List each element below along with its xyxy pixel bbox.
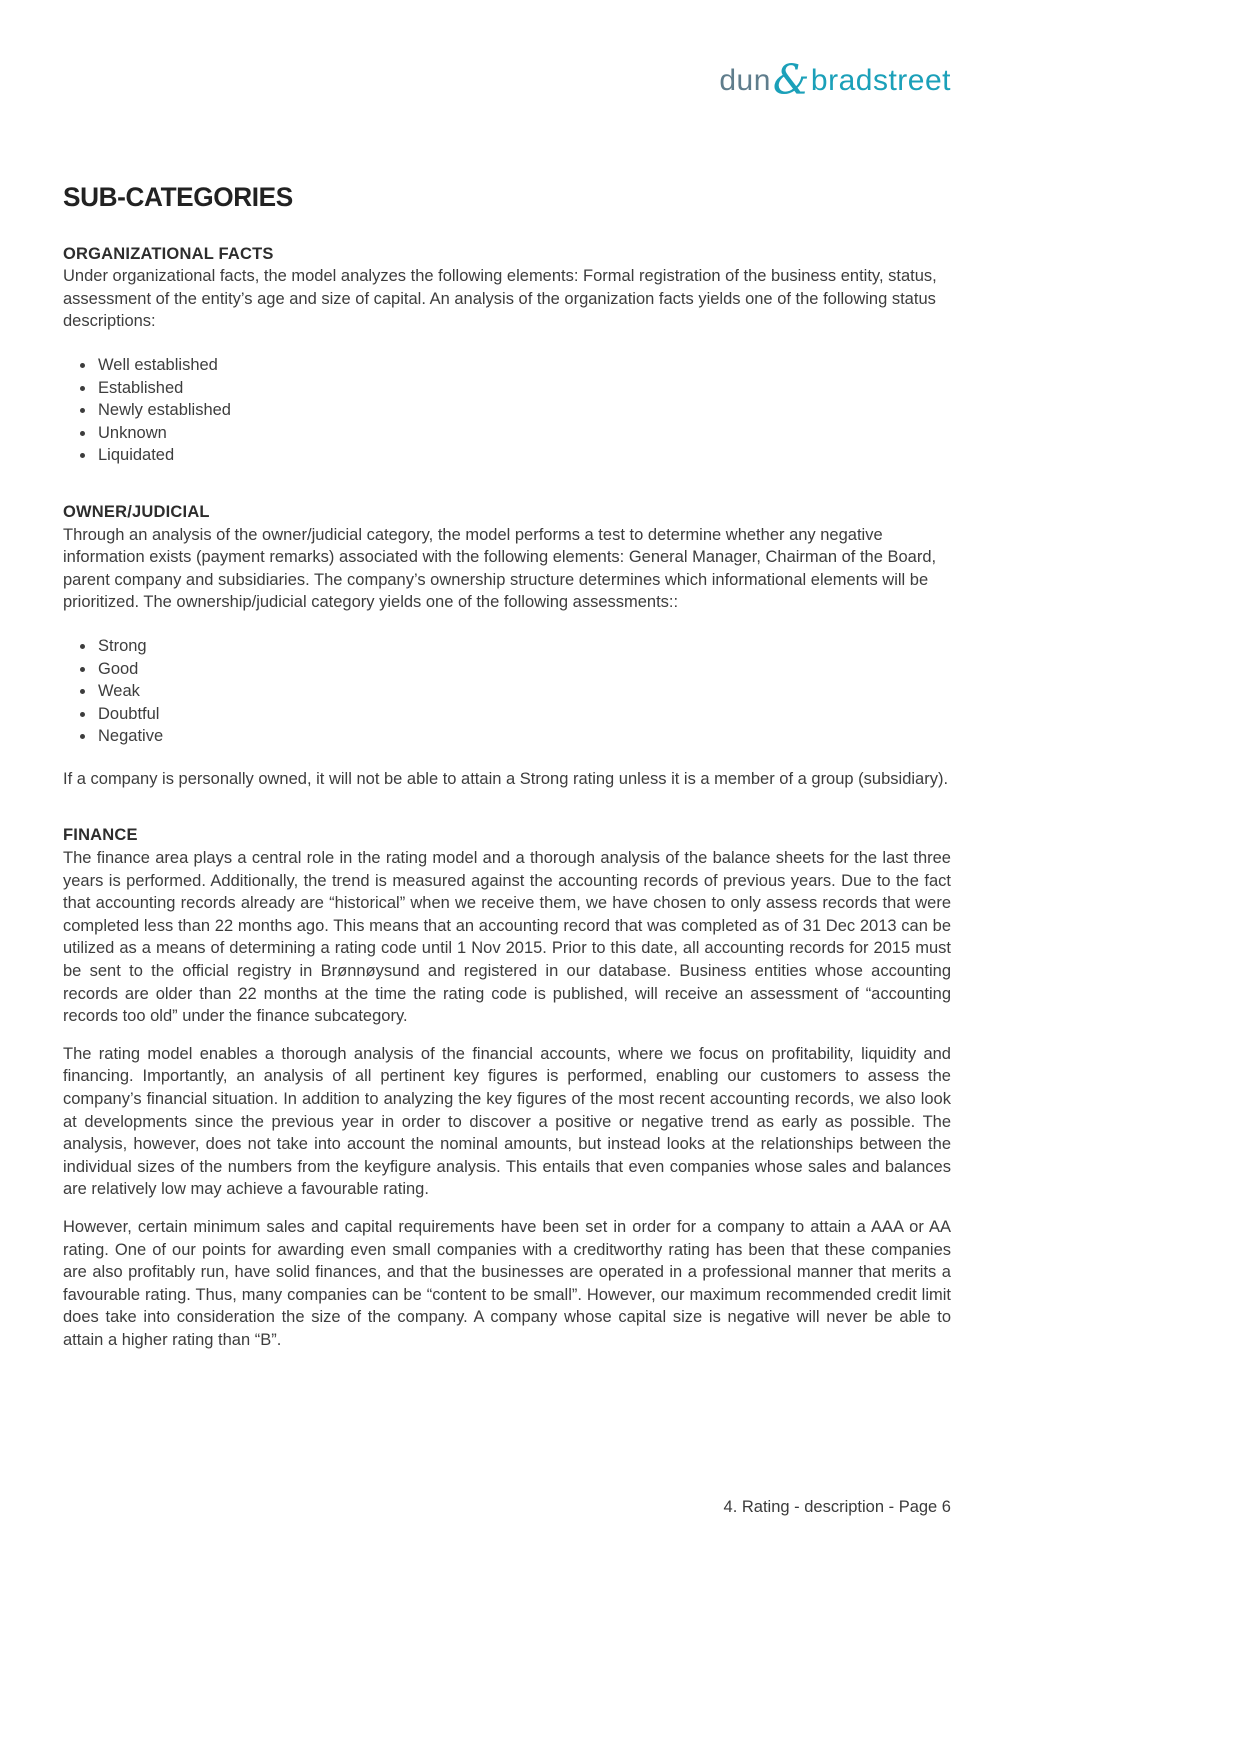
list-item: • Well established [96,354,951,377]
list-item: • Negative [96,725,951,748]
section-finance [63,824,951,1351]
list-item: • Liquidated [96,444,951,467]
list-item: • Strong [96,635,951,658]
logo-text-dun: dun [719,64,771,97]
list-item: • Established [96,377,951,400]
list-item: • Weak [96,680,951,703]
finance-paragraph-3: However, certain minimum sales and capital requirements have been set in order for a company to attain a AAA or AA rating. One of our points for awarding even small companies with a creditworthy rating has been that these companies are also profitably run, have solid finances, and that the businesses are operated in a professional manner that merits a favourable rating. Thus, many companies can be “content to be small”. However, our maximum recommended credit limit does take into consideration the size of the company. A company whose capital size is negative will never be able to attain a higher rating than “B”. [63,1217,951,1349]
list-item: • Newly established [96,399,951,422]
finance-paragraph-1: The finance area plays a central role in the rating model and a thorough analysis of the balance sheets for the last three years is performed. Additionally, the trend is measured against the accounting records of previous years. Due to the fact that accounting records already are “historical” when we receive them, we have chosen to only assess records that were completed less than 22 months ago. This means that an accounting record that was completed as of 31 Dec 2013 can be utilized as a means of determining a rating code until 1 Nov 2015. Prior to this date, all accounting records for 2015 must be sent to the official registry in Brønnøysund and registered in our database. Business entities whose accounting records are older than 22 months at the time the rating code is published, will receive an assessment of “accounting records too old” under the finance subcategory. [63,849,951,1026]
page-footer: 4. Rating - description - Page 6 [723,1498,951,1516]
document-content [63,182,951,1352]
section-organizational-facts [63,243,951,467]
assessments-list [63,635,951,748]
section-heading-finance: FINANCE [63,826,138,845]
owner-judicial-paragraph: Through an analysis of the owner/judicial category, the model performs a test to determine whether any negative information exists (payment remarks) associated with the following elements: General Manager, Chairman of the Board, parent company and subsidiaries. The company’s ownership structure determines which informational elements will be prioritized. The ownership/judicial category yields one of the following assessments:: [63,525,937,612]
header [63,56,951,104]
logo-ampersand-icon: & [772,56,810,104]
status-descriptions-list [63,354,951,467]
finance-paragraph-2: The rating model enables a thorough analysis of the financial accounts, where we focus on profitability, liquidity and financing. Importantly, an analysis of all pertinent key figures is performed, enabling our customers to assess the company’s financial situation. In addition to analyzing the key figures of the most recent accounting records, we also look at developments since the previous year in order to discover a positive or negative trend as early as possible. The analysis, however, does not take into account the nominal amounts, but instead looks at the relationships between the individual sizes of the numbers from the keyfigure analysis. This entails that even companies whose sales and balances are relatively low may achieve a favourable rating. [63,1044,951,1199]
list-item: • Good [96,658,951,681]
list-item: • Doubtful [96,703,951,726]
dun-bradstreet-logo [719,56,951,104]
section-heading-organizational-facts: ORGANIZATIONAL FACTS [63,244,274,263]
section-heading-owner-judicial: OWNER/JUDICIAL [63,502,210,521]
owner-judicial-note: If a company is personally owned, it will not be able to attain a Strong rating unless it is a member of a group (subsidiary). [63,769,949,788]
page-title: SUB-CATEGORIES [63,182,293,212]
list-item: • Unknown [96,422,951,445]
section-owner-judicial [63,501,951,791]
organizational-facts-paragraph: Under organizational facts, the model analyzes the following elements: Formal registration of the business entity, status, assessment of the entity’s age and size of capital. An analysis of the organization facts yields one of the following status descriptions: [63,267,937,331]
logo-text-bradstreet: bradstreet [810,64,951,97]
